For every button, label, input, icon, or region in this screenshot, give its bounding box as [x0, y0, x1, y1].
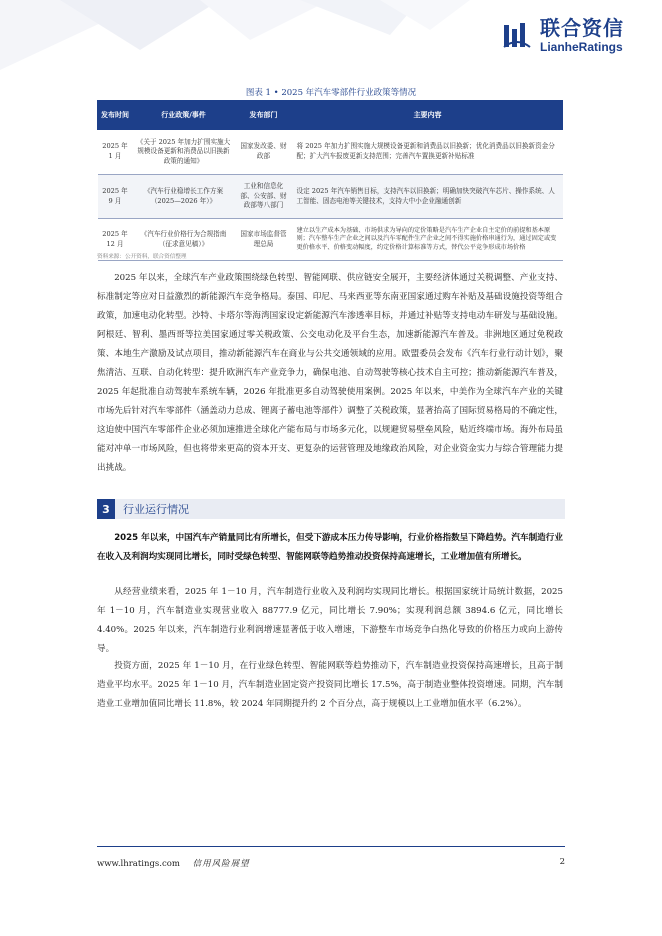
table-header-row — [98, 101, 563, 130]
figure-caption: 图表 1 • 2025 年汽车零部件行业政策等情况 — [245, 88, 417, 98]
column-header-policy: 行业政策/事件 — [133, 101, 235, 130]
body-paragraph-performance: 从经营业绩来看，2025 年 1－10 月，汽车制造行业收入及利润均实现同比增长。根据国家统计局统计数据，2025 年 1－10 月，汽车制造业实现营业收入 88777.9 亿元，同比增长 7.90%；实现利润总额 3894.6 亿元，同比增长 4.40%。2025 年以来，汽车制造行业利润增速显著低于收入增速，下游整车市场竞争白热化导致的价格压力或向上游传导。 — [97, 587, 563, 654]
row-time: 2025 年 9 月 — [98, 175, 133, 219]
table-source-note: 资料来源：公开资料，联合资信整理 — [97, 254, 187, 260]
row-department: 国家发改委、财政部 — [235, 130, 293, 175]
company-logo — [502, 18, 624, 53]
section-number: 3 — [97, 499, 115, 519]
column-header-department: 发布部门 — [235, 101, 293, 130]
page-number: 2 — [559, 857, 565, 867]
footer-slogan: 信用风险展望 — [192, 859, 250, 869]
summary-paragraph: 2025 年以来，中国汽车产销量同比有所增长，但受下游成本压力传导影响，行业价格指数呈下降趋势。汽车制造行业在收入及利润均实现同比增长，同时受绿色转型、智能网联等趋势推动投资保持高速增长，工业增加值有所增长。 — [97, 533, 563, 562]
footer-divider — [97, 846, 565, 847]
row-time: 2025 年 1 月 — [98, 130, 133, 175]
row-time: 2025 年 12 月 — [98, 219, 133, 261]
footer-url-link[interactable]: www.lhratings.com — [97, 859, 180, 869]
section-title: 行业运行情况 — [123, 503, 189, 516]
table-row — [98, 130, 563, 175]
body-paragraph-investment: 投资方面，2025 年 1－10 月，在行业绿色转型、智能网联等趋势推动下，汽车制造业投资保持高速增长，且高于制造业平均水平。2025 年 1－10 月，汽车制造业固定资产投资同比增长 17.5%，高于制造业整体投资增速。同期，汽车制造业工业增加值同比增长 11.8%，较 2024 年同期提升约 2 个百分点，高于规模以上工业增加值水平（6.2%）。 — [97, 661, 563, 709]
row-policy: 《关于 2025 年加力扩围实施大规模设备更新和消费品以旧换新政策的通知》 — [133, 130, 235, 175]
row-content: 将 2025 年加力扩围实施大规模设备更新和消费品以旧换新；优化消费品以旧换新资金分配；扩大汽车报废更新支持范围；完善汽车置换更新补贴标准 — [293, 130, 563, 175]
footer-left — [97, 857, 250, 869]
table-row — [98, 175, 563, 219]
logo-english-name: LianheRatings — [540, 40, 623, 54]
logo-chinese-name: 联合资信 — [540, 16, 624, 40]
row-policy: 《汽车行业价格行为合规指南（征求意见稿）》 — [133, 219, 235, 261]
row-policy: 《汽车行业稳增长工作方案（2025—2026 年）》 — [133, 175, 235, 219]
body-paragraph-global-policy: 2025 年以来，全球汽车产业政策围绕绿色转型、智能网联、供应链安全展开，主要经济体通过关税调整、产业支持、标准制定等应对日益激烈的新能源汽车竞争格局。泰国、印尼、马来西亚等东南亚国家通过购车补贴及基础设施投资等组合政策，加速电动化转型。沙特、卡塔尔等海湾国家设定新能源汽车渗透率目标，并通过补贴等支持电动车研发与基础设施。阿根廷、智利、墨西哥等拉美国家通过零关税政策、公交电动化及平台生态，加速新能源汽车普及。非洲地区通过免税政策、本地生产激励及试点项目，推动新能源汽车在商业与公共交通领域的应用。欧盟委员会发布《汽车行业行动计划》，聚焦清洁、互联、自动化转型：提升欧洲汽车产业竞争力，确保电池、自动驾驶等核心技术自主可控；推动新能源汽车普及，2025 年起批准自动驾驶车系统车辆，2026 年批准更多自动驾驶使用案例。2025 年以来，中美作为全球汽车产业的关键市场先后针对汽车零部件（涵盖动力总成、锂离子蓄电池等部件）调整了关税政策，显著抬高了国际贸易格局的不确定性，这迫使中国汽车零部件企业必须加速推进全球化产能布局与市场多元化，以规避贸易壁垒风险，贴近终端市场。海外布局虽能对冲单一市场风险，但也将带来更高的资本开支、更复杂的运营管理及地缘政治风险，对企业资金实力与综合管理能力提出挑战。 — [97, 273, 563, 473]
row-department: 工业和信息化部、公安部、财政部等八部门 — [235, 175, 293, 219]
row-department: 国家市场监督管理总局 — [235, 219, 293, 261]
policy-table — [97, 100, 563, 261]
column-header-content: 主要内容 — [293, 101, 563, 130]
lianhe-logo-icon — [502, 21, 532, 51]
section-heading — [97, 499, 565, 519]
row-content: 设定 2025 年汽车销售目标，支持汽车以旧换新；明确加快突破汽车芯片、操作系统、人工智能、固态电池等关键技术，支持大中小企业融通创新 — [293, 175, 563, 219]
row-content: 建立以生产成本为基础、市场供求为导向的定价策略是汽车生产企业自主定价的前提和基本原则；汽车整车生产企业之间以及汽车零配件生产企业之间不得实施价格串通行为，通过固定或变更价格水平、价格变动幅度，约定价格计算标准等方式，替代公平竞争形成市场价格 — [293, 219, 563, 261]
column-header-time: 发布时间 — [98, 101, 133, 130]
